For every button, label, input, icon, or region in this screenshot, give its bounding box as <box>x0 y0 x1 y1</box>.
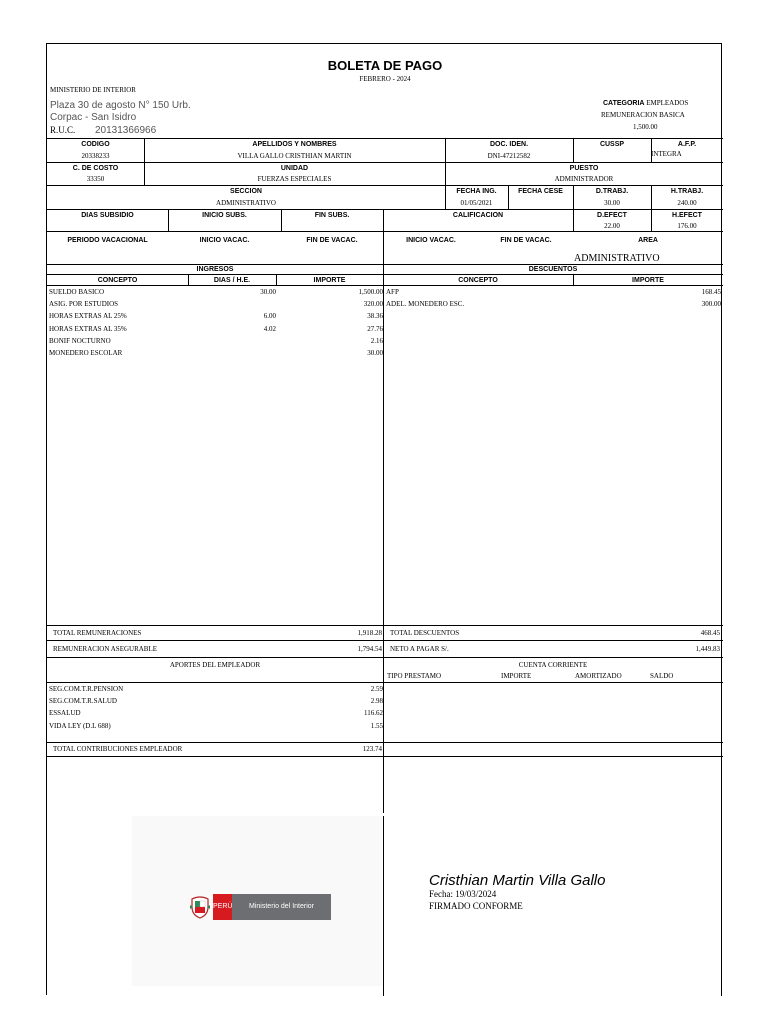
descuento-concepto: AFP <box>386 288 399 296</box>
pay-period: FEBRERO - 2024 <box>359 75 411 83</box>
list-item <box>49 288 383 300</box>
defect-value: 22.00 <box>604 222 620 230</box>
cussp-label: CUSSP <box>599 141 625 148</box>
fin-subs-label: FIN SUBS. <box>314 212 350 219</box>
codigo-value: 20338233 <box>81 152 110 160</box>
ingreso-dias: 30.00 <box>260 288 276 296</box>
calificacion-label: CALIFICACION <box>452 212 504 219</box>
doc-iden-value: DNI-47212582 <box>487 152 531 160</box>
aporte-concepto: SEG.COM.T.R.SALUD <box>49 697 117 706</box>
ingresos-label: INGRESOS <box>196 266 234 273</box>
unidad-label: UNIDAD <box>280 165 309 172</box>
list-item <box>49 337 383 349</box>
costo-label: C. DE COSTO <box>72 165 119 172</box>
htrabj-label: H.TRABJ. <box>670 188 704 195</box>
divider <box>47 162 723 163</box>
area-label: AREA <box>638 237 658 244</box>
hefect-label: H.EFECT <box>672 212 702 219</box>
fecha-cese-label: FECHA CESE <box>518 188 563 195</box>
descuento-concepto: ADEL. MONEDERO ESC. <box>386 300 465 309</box>
inicio-subs-label: INICIO SUBS. <box>202 212 247 219</box>
logo-ministerio: Ministerio del Interior <box>232 894 331 920</box>
ingreso-concepto: ASIG. POR ESTUDIOS <box>49 300 119 309</box>
total-remuneraciones-value: 1,918.28 <box>357 629 382 637</box>
coat-of-arms-icon <box>189 895 211 919</box>
seccion-label: SECCION <box>230 188 262 195</box>
doc-iden-label: DOC. IDEN. <box>489 141 529 148</box>
categoria-label: CATEGORIA <box>603 100 645 107</box>
htrabj-value: 240.00 <box>677 199 697 207</box>
dtrabj-value: 30.00 <box>604 199 620 207</box>
divider <box>47 625 723 626</box>
list-item <box>49 300 383 312</box>
total-remuneraciones-label: TOTAL REMUNERACIONES <box>53 629 142 637</box>
neto-a-pagar-value: 1,449.83 <box>695 645 720 653</box>
ruc-value: 20131366966 <box>95 125 157 136</box>
list-item <box>386 300 721 312</box>
total-contribuciones-label: TOTAL CONTRIBUCIONES EMPLEADOR <box>53 745 183 753</box>
divider <box>721 816 722 996</box>
list-item <box>49 325 383 337</box>
divider <box>47 138 723 139</box>
divider <box>383 816 384 996</box>
cuenta-col-saldo: SALDO <box>650 672 674 680</box>
divider <box>47 756 723 757</box>
descuentos-label: DESCUENTOS <box>528 266 578 273</box>
ministerio-logo <box>189 894 331 920</box>
ingreso-dias: 6.00 <box>263 312 276 321</box>
ingreso-concepto: HORAS EXTRAS AL 35% <box>49 324 127 333</box>
fecha-ing-value: 01/05/2021 <box>460 199 493 207</box>
aporte-importe: 2.59 <box>370 685 383 693</box>
list-item <box>386 288 721 300</box>
ingreso-concepto: SUELDO BASICO <box>49 288 105 296</box>
aportes-list <box>49 685 383 734</box>
total-descuentos-value: 468.45 <box>700 629 720 637</box>
ingreso-concepto: HORAS EXTRAS AL 25% <box>49 312 127 321</box>
neto-a-pagar-label: NETO A PAGAR S/. <box>390 645 449 653</box>
unidad-value: FUERZAS ESPECIALES <box>257 175 332 183</box>
fin-vacac-label-2: FIN DE VACAC. <box>500 237 552 244</box>
ingreso-concepto: BONIF NOCTURNO <box>49 336 111 345</box>
ingreso-dias: 4.02 <box>263 324 276 333</box>
remuneracion-basica-value: 1,500.00 <box>633 123 658 131</box>
aporte-importe: 2.98 <box>370 697 383 706</box>
ingreso-importe: 1,500.00 <box>358 288 383 296</box>
descuentos-col-importe: IMPORTE <box>632 277 664 284</box>
fin-vacac-label: FIN DE VACAC. <box>306 237 358 244</box>
list-item <box>49 312 383 324</box>
document-title: BOLETA DE PAGO <box>327 58 443 73</box>
aporte-importe: 1.55 <box>370 721 383 730</box>
costo-value: 33350 <box>86 175 105 183</box>
descuento-importe: 300.00 <box>701 300 721 309</box>
ingreso-importe: 30.00 <box>367 348 383 357</box>
seccion-value: ADMINISTRATIVO <box>216 199 276 207</box>
list-item <box>49 685 383 697</box>
periodo-vacacional-label: PERIODO VACACIONAL <box>67 237 148 244</box>
signature-date: Fecha: 19/03/2024 <box>429 889 497 899</box>
address-line2: Corpac - San Isidro <box>50 112 137 123</box>
signature-status: FIRMADO CONFORME <box>429 901 523 911</box>
remuneracion-asegurable-label: REMUNERACION ASEGURABLE <box>53 645 158 653</box>
divider <box>47 682 723 683</box>
divider <box>47 274 723 275</box>
ingreso-importe: 27.76 <box>367 324 383 333</box>
cuenta-col-tipo: TIPO PRESTAMO <box>387 672 442 680</box>
logo-peru: PERÚ <box>213 894 232 920</box>
list-item <box>49 709 383 721</box>
defect-label: D.EFECT <box>597 212 627 219</box>
ingreso-importe: 320.00 <box>363 300 383 309</box>
divider <box>47 640 723 641</box>
divider <box>47 185 723 186</box>
puesto-label: PUESTO <box>569 165 599 172</box>
categoria-value: EMPLEADOS <box>646 99 689 107</box>
total-contribuciones-value: 123.74 <box>362 745 382 753</box>
remuneracion-basica-label: REMUNERACION BASICA <box>601 111 685 119</box>
total-descuentos-label: TOTAL DESCUENTOS <box>390 629 460 637</box>
aporte-concepto: SEG.COM.T.R.PENSION <box>49 685 124 693</box>
aporte-concepto: ESSALUD <box>49 709 81 718</box>
aporte-concepto: VIDA LEY (D.L 688) <box>49 721 111 730</box>
list-item <box>49 349 383 361</box>
divider <box>47 231 723 232</box>
aportes-label: APORTES DEL EMPLEADOR <box>169 661 261 669</box>
nombres-label: APELLIDOS Y NOMBRES <box>252 141 337 148</box>
divider <box>47 285 723 286</box>
divider <box>47 657 723 658</box>
ingresos-list <box>49 288 383 361</box>
signature-name: Cristhian Martin Villa Gallo <box>429 872 606 889</box>
remuneracion-asegurable-value: 1,794.54 <box>357 645 382 653</box>
area-value: ADMINISTRATIVO <box>574 253 660 264</box>
categoria <box>603 99 688 108</box>
inicio-vacac-label: INICIO VACAC. <box>199 237 250 244</box>
cuenta-col-amortizado: AMORTIZADO <box>575 672 622 680</box>
ingresos-col-importe: IMPORTE <box>313 277 346 284</box>
cuenta-corriente-label: CUENTA CORRIENTE <box>518 661 588 669</box>
address-line1: Plaza 30 de agosto N° 150 Urb. <box>50 100 191 111</box>
dtrabj-label: D.TRABJ. <box>595 188 629 195</box>
nombres-value: VILLA GALLO CRISTHIAN MARTIN <box>237 152 352 160</box>
list-item <box>49 697 383 709</box>
ingresos-col-dias: DIAS / H.E. <box>213 277 251 284</box>
dias-subsidio-label: DIAS SUBSIDIO <box>81 212 134 219</box>
descuento-importe: 168.45 <box>701 288 721 296</box>
puesto-value: ADMINISTRADOR <box>554 175 614 183</box>
afp-value: INTEGRA <box>651 150 682 158</box>
ingreso-importe: 2.16 <box>370 336 383 345</box>
ingresos-col-concepto: CONCEPTO <box>97 277 138 284</box>
list-item <box>49 722 383 734</box>
codigo-label: CODIGO <box>81 141 110 148</box>
aporte-importe: 116.62 <box>364 709 383 718</box>
payslip-sheet <box>46 43 722 995</box>
fecha-ing-label: FECHA ING. <box>456 188 497 195</box>
descuentos-col-concepto: CONCEPTO <box>458 277 498 284</box>
ingreso-importe: 38.36 <box>367 312 383 321</box>
ruc-label: R.U.C. <box>50 125 76 135</box>
hefect-value: 176.00 <box>677 222 697 230</box>
inicio-vacac-label-2: INICIO VACAC. <box>406 237 456 244</box>
divider <box>383 209 384 813</box>
divider <box>47 209 723 210</box>
afp-label: A.F.P. <box>677 141 697 148</box>
divider <box>47 742 723 743</box>
ingreso-concepto: MONEDERO ESCOLAR <box>49 348 123 357</box>
cuenta-col-importe: IMPORTE <box>501 672 532 680</box>
employer-name: MINISTERIO DE INTERIOR <box>50 86 136 94</box>
descuentos-list <box>386 288 721 312</box>
